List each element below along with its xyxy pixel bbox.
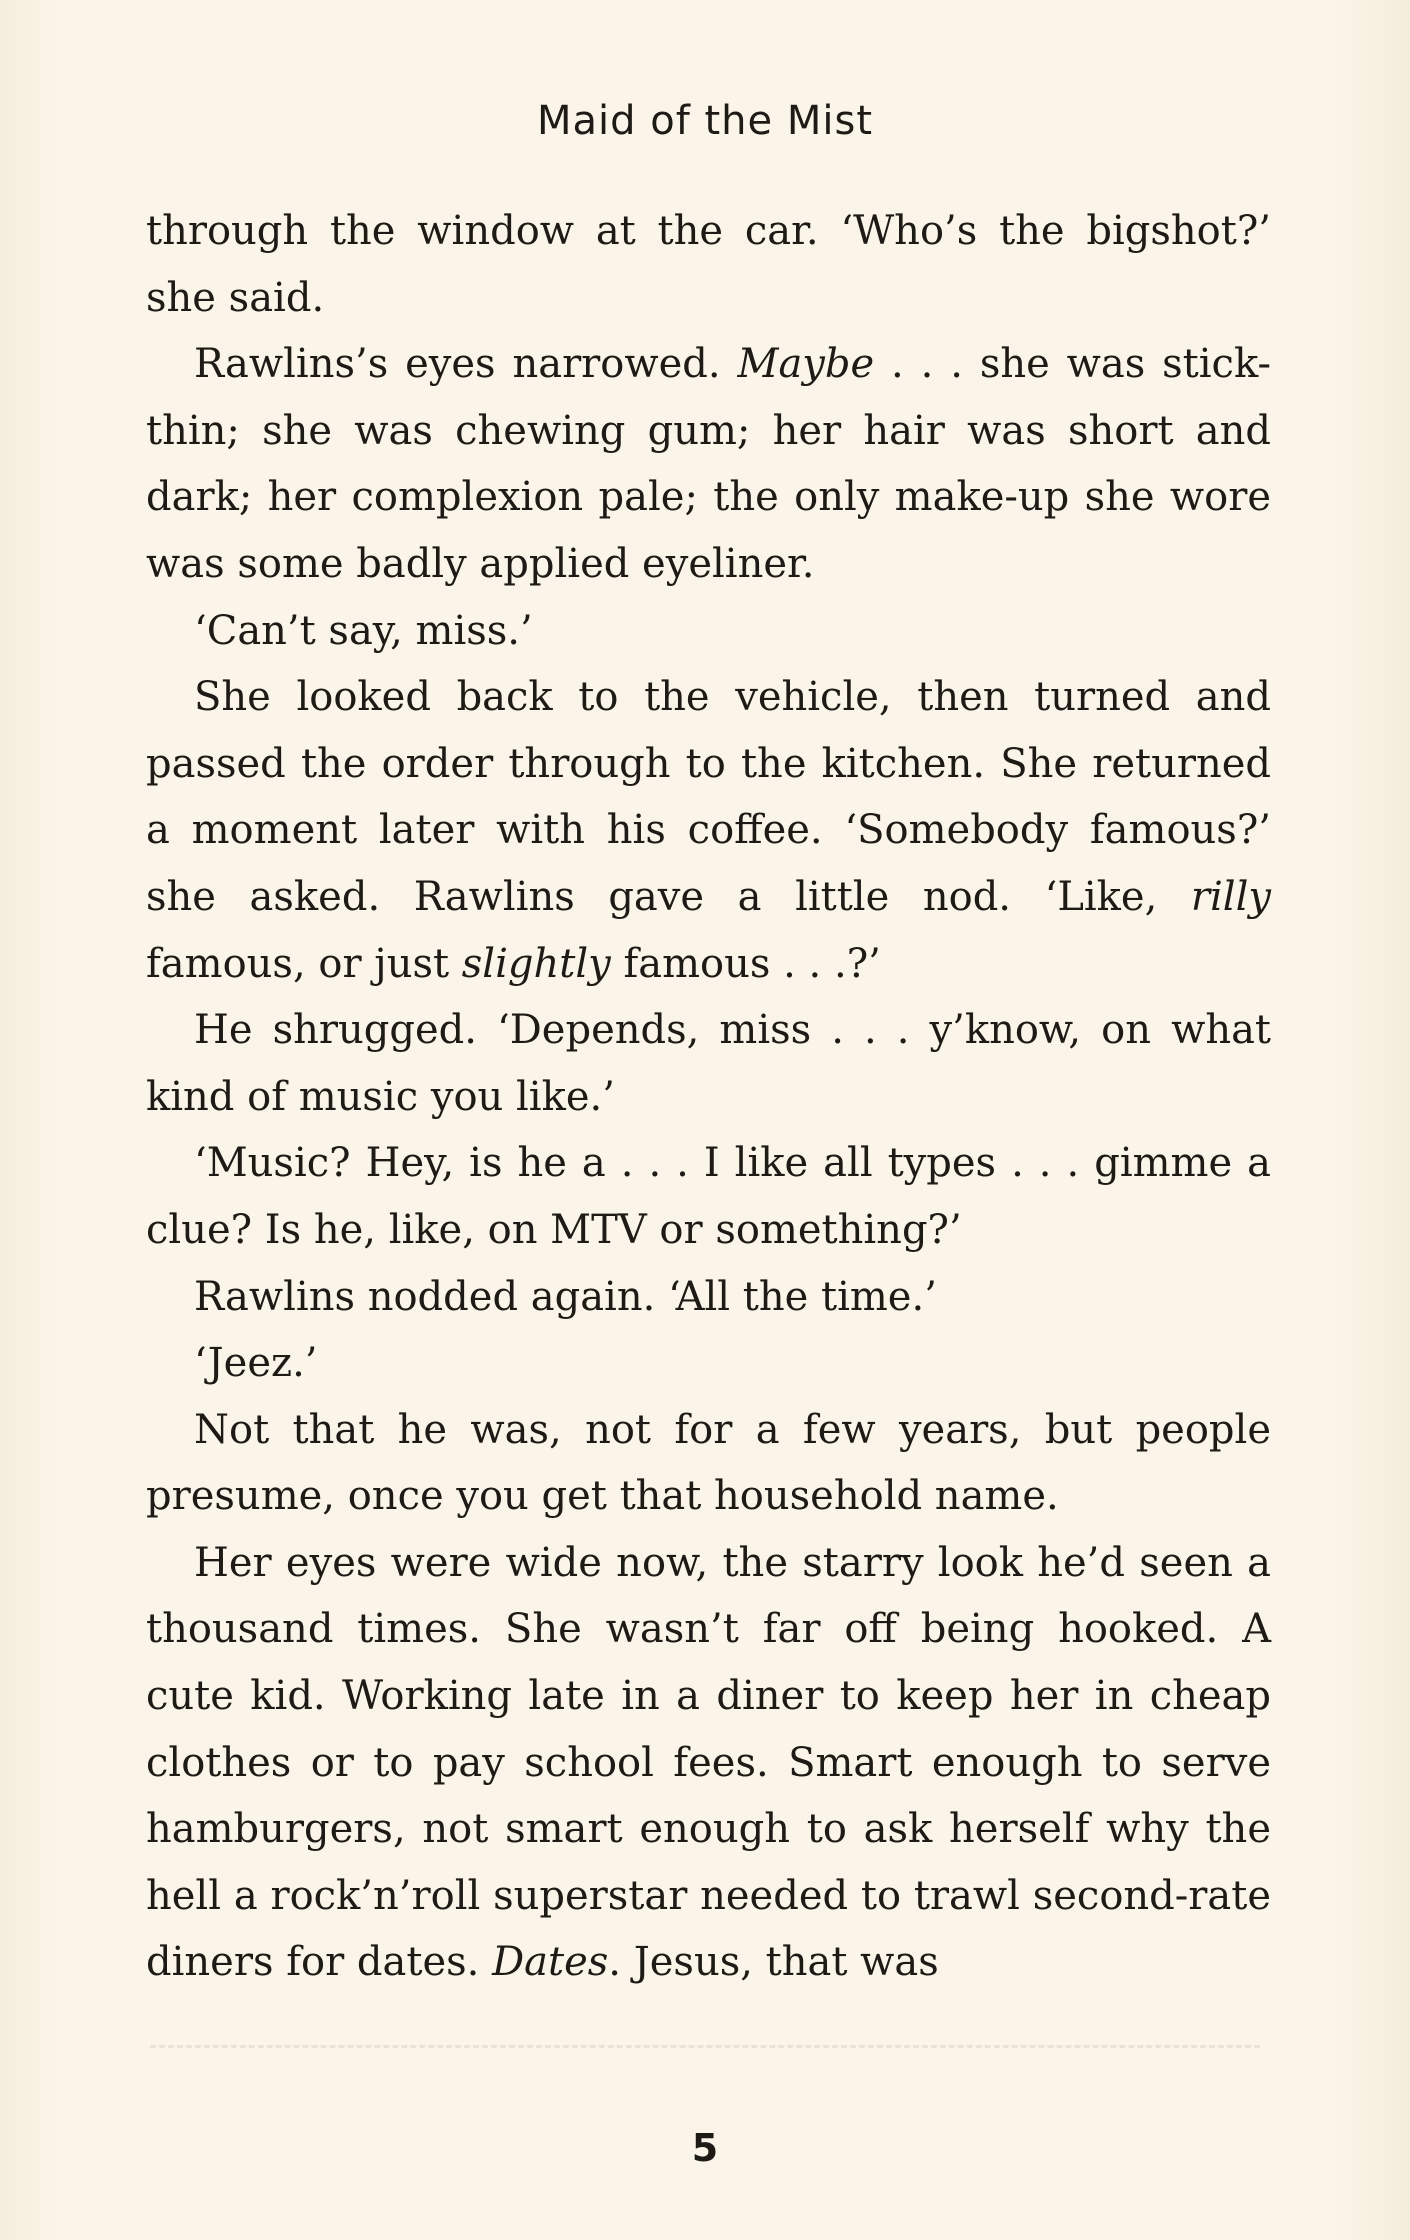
paragraph <box>146 997 1271 1130</box>
show-through-line <box>150 2045 1260 2056</box>
text-run: through the window at the car. ‘Who’s the bigshot?’ she said. <box>146 208 1271 321</box>
paragraph <box>146 1264 1271 1331</box>
text-run: ‘Music? Hey, is he a . . . I like all types . . . gimme a clue? Is he, like, on MTV or something?’ <box>146 1140 1271 1253</box>
text-run: ‘Can’t say, miss.’ <box>194 607 533 654</box>
paragraph <box>146 664 1271 997</box>
paragraph <box>146 598 1271 665</box>
text-run: Her eyes were wide now, the starry look he’d seen a thousand times. She wasn’t far off being hooked. A cute kid. Working late in a diner to keep her in cheap clothes or to pay school fees. Smart enough to serve hamburgers, not smart enough to ask herself why the hell a rock’n’roll superstar needed to trawl second-rate diners for dates. <box>146 1539 1271 1986</box>
italic-text: rilly <box>1190 873 1271 920</box>
text-run: Rawlins nodded again. ‘All the time.’ <box>194 1273 937 1320</box>
italic-text: slightly <box>461 940 611 987</box>
paragraph <box>146 1330 1271 1397</box>
text-run: She looked back to the vehicle, then turned and passed the order through to the kitchen. She returned a moment later with his coffee. ‘Somebody famous?’ she asked. Rawlins gave a little nod. ‘Like, <box>146 674 1271 920</box>
text-run: famous . . .?’ <box>610 940 881 987</box>
paragraph <box>146 198 1271 331</box>
text-run: famous, or just <box>146 940 462 987</box>
paragraph <box>146 1530 1271 1996</box>
text-run: Rawlins’s eyes narrowed. <box>194 341 738 388</box>
paragraph <box>146 1397 1271 1530</box>
page-number: 5 <box>691 2126 719 2170</box>
text-run: ‘Jeez.’ <box>194 1340 318 1387</box>
body-text <box>146 198 1271 1996</box>
text-run: . Jesus, that was <box>608 1939 939 1986</box>
paragraph <box>146 1130 1271 1263</box>
italic-text: Dates <box>492 1939 609 1986</box>
italic-text: Maybe <box>737 341 875 388</box>
text-run: Not that he was, not for a few years, but people presume, once you get that household name. <box>146 1406 1271 1520</box>
paragraph <box>146 331 1271 597</box>
running-head: Maid of the Mist <box>536 98 874 144</box>
text-run: . . . she was stick-thin; she was chewing gum; her hair was short and dark; her complexion pale; the only make-up she wore was some badly applied eyeliner. <box>146 341 1272 587</box>
text-run: He shrugged. ‘Depends, miss . . . y’know, on what kind of music you like.’ <box>146 1007 1271 1120</box>
